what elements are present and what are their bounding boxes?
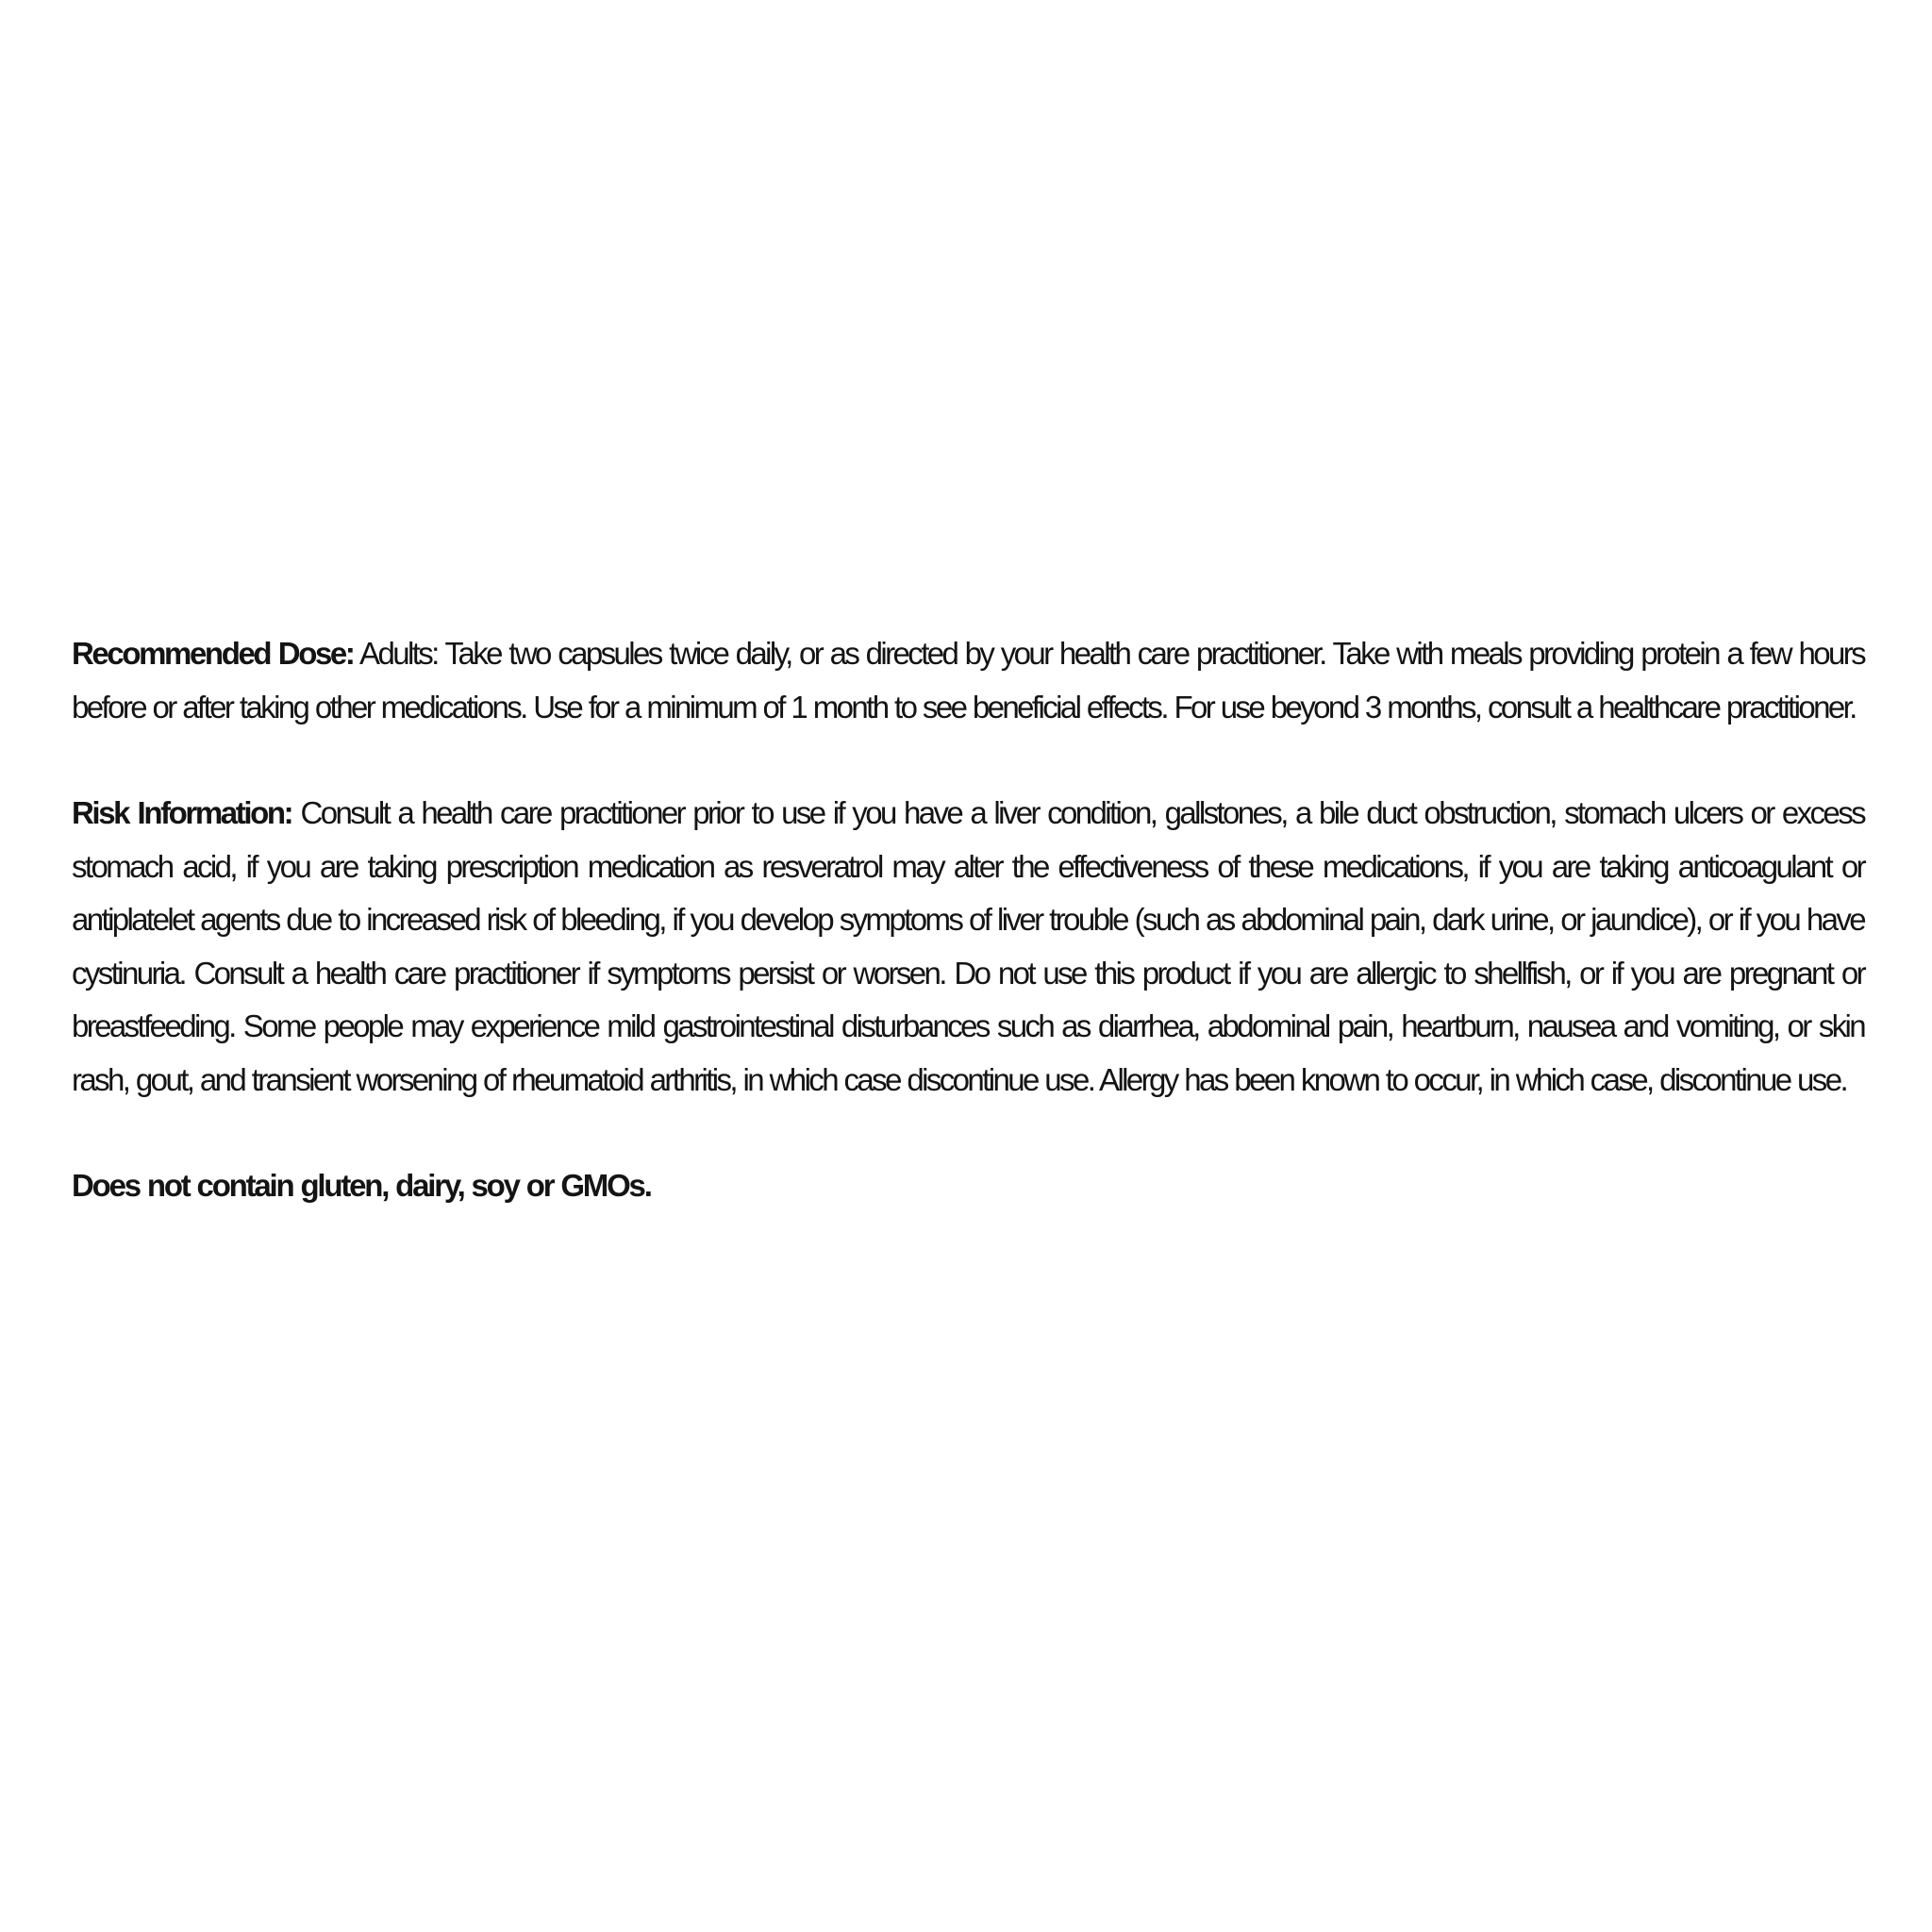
risk-information-text: Consult a health care practitioner prior to use if you have a liver condition, gallstones, a bile duct obstruction, stomach ulcers or excess stomach acid, if you are taking prescription medication as resveratrol may alter the effectiveness of these medications, if you are taking anticoagulant or antiplatelet agents due to increased risk of bleeding, if you develop symptoms of liver trouble (such as abdominal pain, dark urine, or jaundice), or if you have cystinuria. Consult a health care practitioner if symptoms persist or worsen. Do not use this product if you are allergic to shellfish, or if you are pregnant or breastfeeding. Some people may experience mild gastrointestinal disturbances such as diarrhea, abdominal pain, heartburn, nausea and vomiting, or skin rash, gout, and transient worsening of rheumatoid arthritis, in which case discontinue use. Allergy has been known to occur, in which case, discontinue use. [72,795,1864,1097]
allergen-statement: Does not contain gluten, dairy, soy or GMOs. [72,1168,651,1203]
risk-information-heading: Risk Information: [72,795,292,830]
recommended-dose-heading: Recommended Dose: [72,636,354,671]
risk-information-section [72,787,1864,1107]
recommended-dose-section [72,627,1864,734]
recommended-dose-text: Adults: Take two capsules twice daily, or as directed by your health care practitioner. Take with meals providing protein a few hours before or after taking other medications. Use for a minimum of 1 month to see beneficial effects. For use beyond 3 months, consult a healthcare practitioner. [72,636,1864,724]
product-label-text [72,627,1864,1213]
